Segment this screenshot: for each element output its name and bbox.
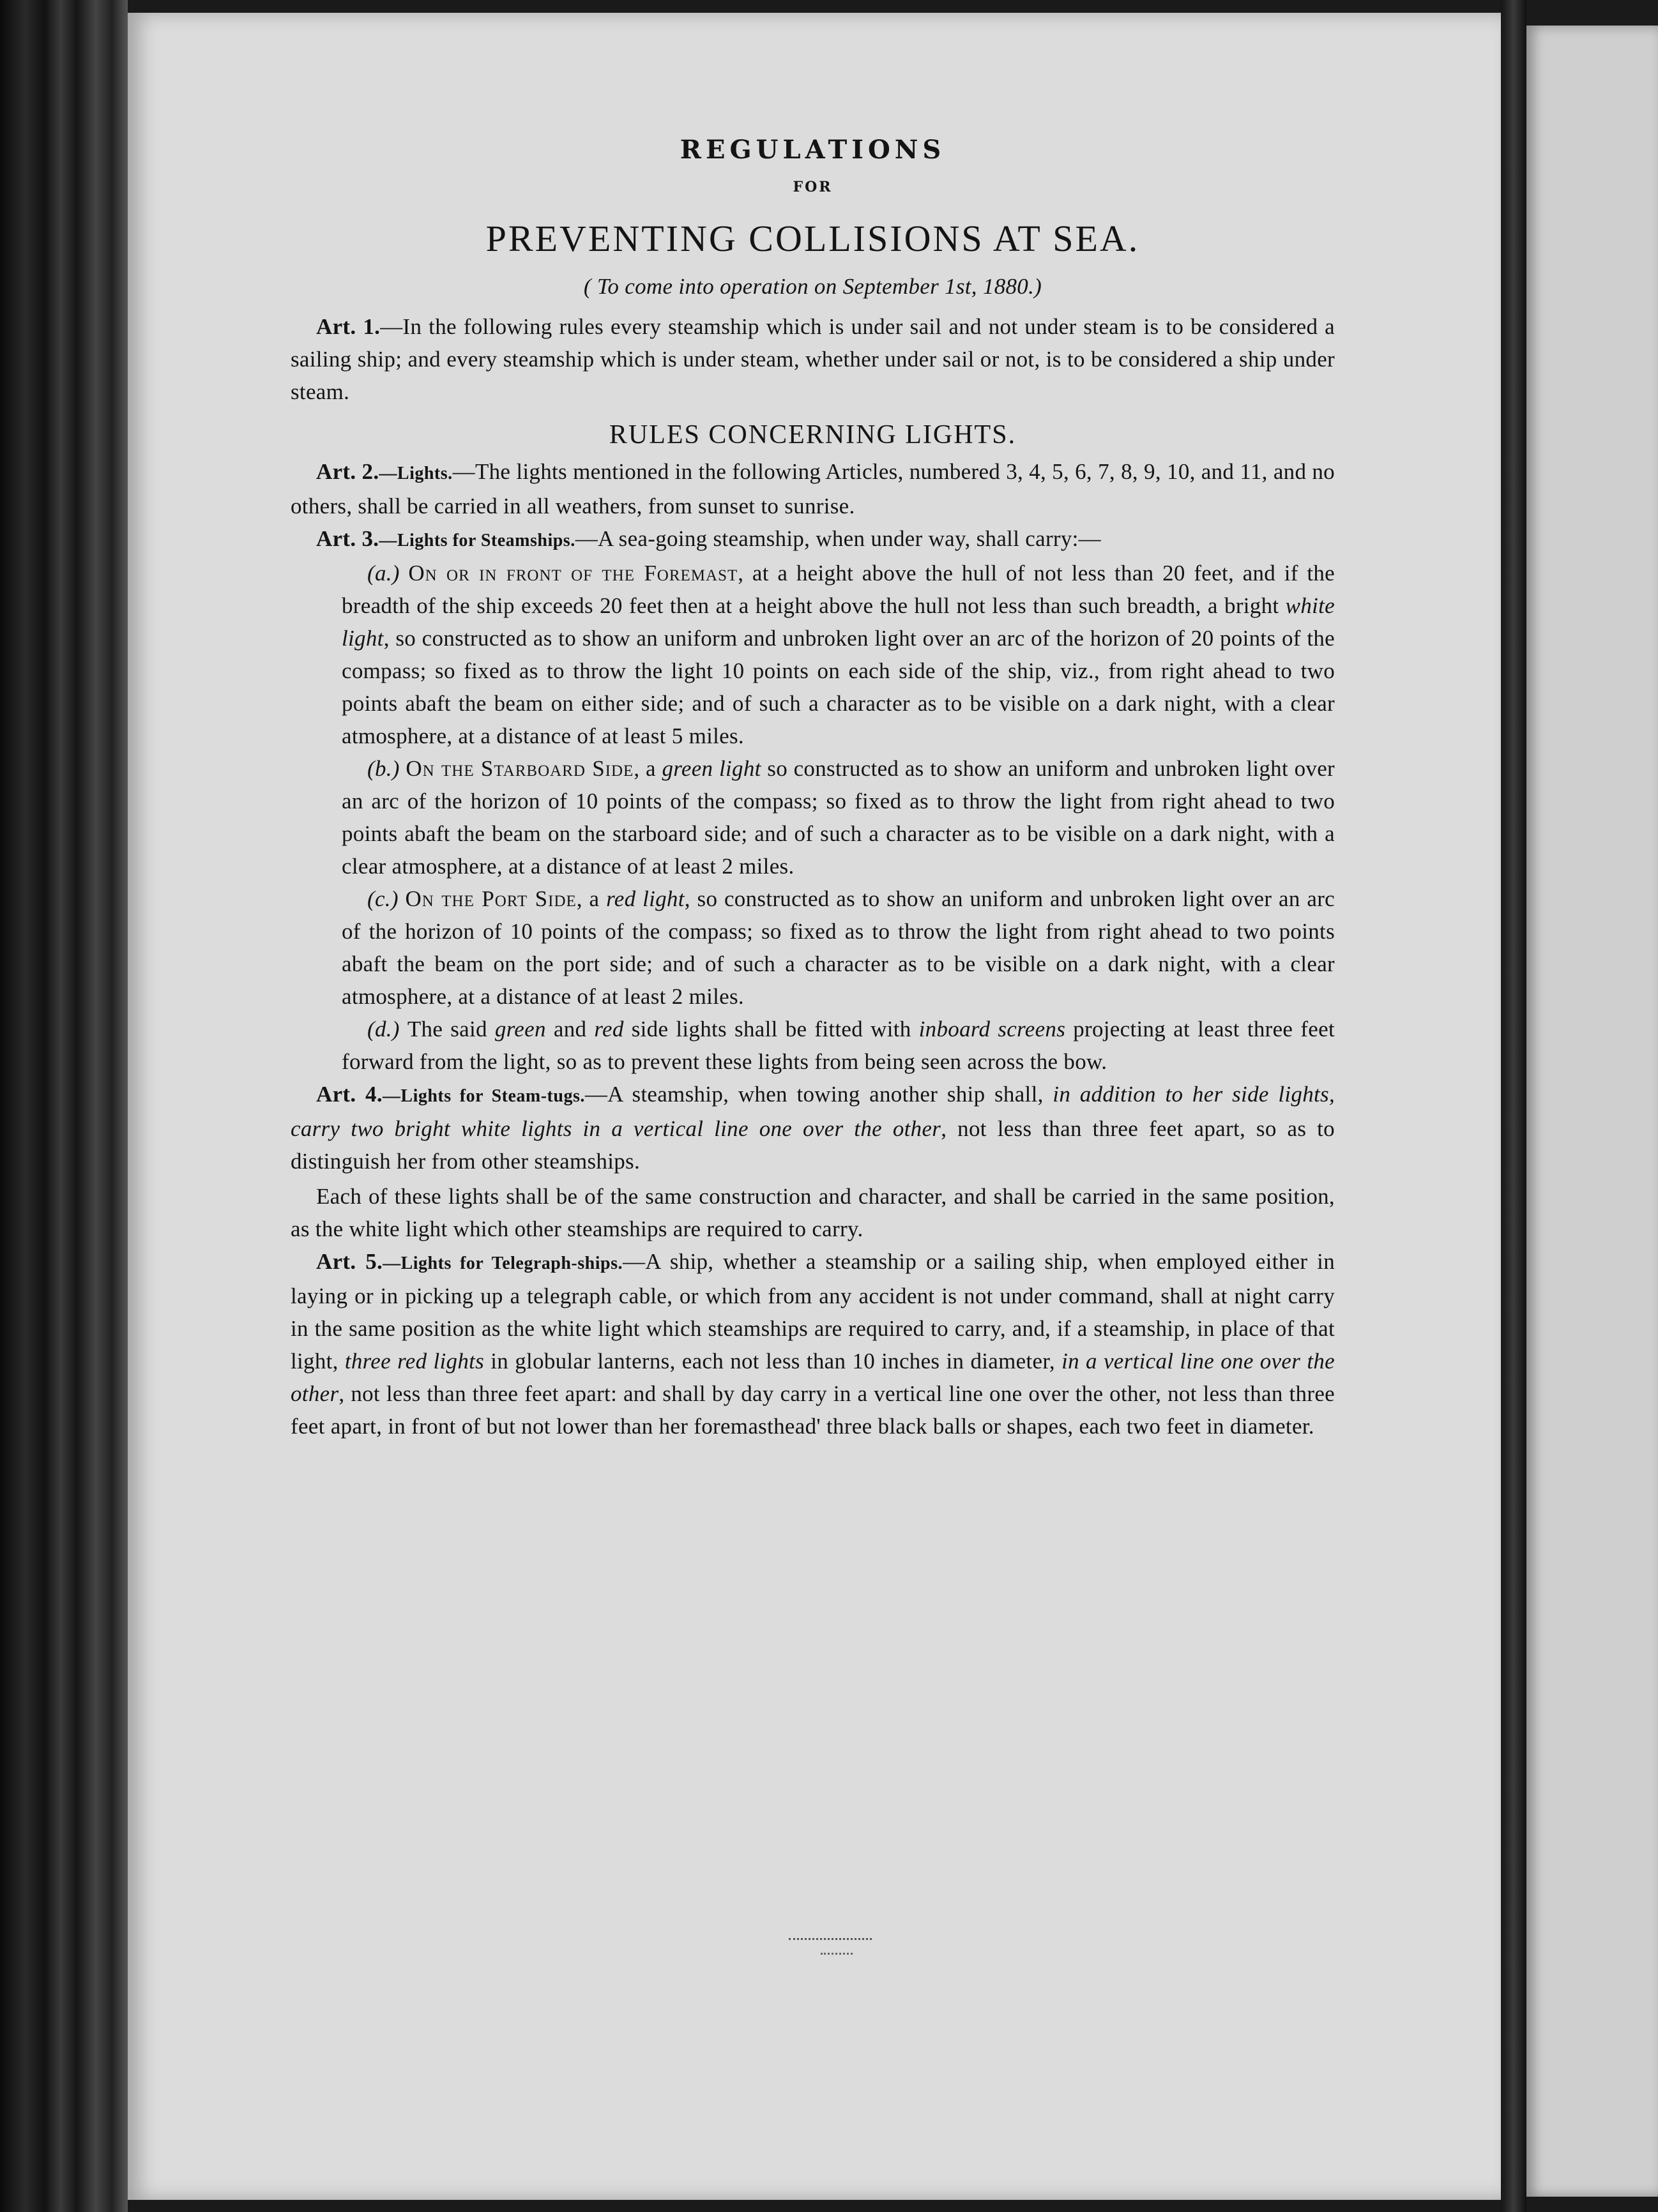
article-text: —In the following rules every steamship which is under sail and not under steam is to be considered a sailing ship; and every steamship which is under steam, whether under sail or not, is to be considered a ship under steam.: [291, 314, 1335, 404]
article-title: —Lights for Telegraph-ships.: [383, 1254, 623, 1273]
adjacent-page-edge: [1526, 26, 1658, 2197]
clause-text: , a: [576, 886, 607, 911]
clause-text: projecting at least three feet forward from the light, so as to prevent these lights from being seen across the bow.: [342, 1017, 1335, 1074]
article-text: , not less than three feet apart: and shall by day carry in a vertical line one over the other, not less than three feet apart, in front of but not lower than her foremasthead' three black balls or shapes, each two feet in diameter.: [291, 1381, 1335, 1439]
clause-text: , at a height above the hull of not less than 20 feet, and if the breadth of the ship exceeds 20 feet then at a height above the hull not less than such breadth, a bright: [342, 561, 1335, 618]
article-text-cont: , not less than three feet apart, so as to distinguish her from other steamships.: [291, 1116, 1335, 1174]
article-text: in globular lanterns, each not less than 10 inches in diameter,: [484, 1349, 1062, 1374]
article-3: [291, 522, 1335, 557]
article-number: Art. 3.: [316, 526, 379, 551]
clause-emphasis: red: [594, 1017, 624, 1042]
article-1: [291, 310, 1335, 408]
printer-ornament: [821, 1953, 853, 1957]
clause-emphasis: red light: [606, 886, 685, 911]
article-text: —A ship, whether a steamship or a sailing ship, when employed either in laying or in picking up a telegraph cable, or which from any accident is not under command, shall at night carry in the same position as the white light which steamships are required to carry, and, if a steamship, in place of that light,: [291, 1249, 1335, 1374]
clause-text: and: [545, 1017, 595, 1042]
article-number: Art. 2.: [316, 459, 379, 484]
article-number: Art. 4.: [316, 1082, 383, 1107]
page-text: [291, 121, 1335, 1443]
article-emphasis: in addition to her side lights, carry two bright white lights in a vertical line one over the other: [291, 1082, 1335, 1141]
clause-label: (c.): [367, 886, 406, 911]
clause-text: , a: [634, 756, 662, 781]
article-5: [291, 1245, 1335, 1443]
article-emphasis: three red lights: [344, 1349, 485, 1374]
section-heading-lights: RULES CONCERNING LIGHTS.: [609, 420, 1017, 450]
article-number: Art. 1.: [316, 314, 381, 339]
article-4-para-2: Each of these lights shall be of the same construction and character, and shall be carried in the same position, as the white light which other steamships are required to carry.: [291, 1184, 1335, 1241]
heading-effective-date: [291, 271, 1335, 303]
clause-position: On the Port Side: [405, 886, 577, 911]
clause-text: The said: [407, 1017, 495, 1042]
heading-regulations: REGULATIONS: [680, 135, 946, 165]
clause-label: (d.): [367, 1017, 407, 1042]
article-title: —Lights for Steamships.: [379, 531, 575, 550]
page-title: PREVENTING COLLISIONS AT SEA.: [485, 218, 1140, 259]
printer-ornament: [789, 1938, 872, 1943]
article-text: —A steamship, when towing another ship shall,: [584, 1082, 1053, 1107]
clause-emphasis: green light: [662, 756, 761, 781]
article-3-c: [342, 883, 1335, 1013]
article-number: Art. 5.: [316, 1249, 383, 1274]
effective-date-italic: ( To come into operation on September 1st,: [583, 274, 977, 299]
article-3-a: [342, 557, 1335, 752]
book-gutter: [1501, 0, 1526, 2212]
clause-label: (b.): [367, 756, 406, 781]
clause-text-cont: so constructed as to show an uniform and unbroken light over an arc of the horizon of 10 points of the compass; so fixed as to throw the light from right ahead to two points abaft the beam on the starboard side; and of such a character as to be visible on a dark night, with a clear atmosphere, at a distance of at least 2 miles.: [342, 756, 1335, 879]
clause-emphasis: inboard screens: [918, 1017, 1066, 1042]
clause-position: On the Starboard Side: [406, 756, 634, 781]
clause-label: (a.): [367, 561, 409, 586]
article-title: —Lights.: [379, 464, 453, 483]
heading-for: FOR: [793, 179, 833, 195]
clause-text-cont: , so constructed as to show an uniform and unbroken light over an arc of the horizon of 10 points of the compass; so fixed as to throw the light from right ahead to two points abaft the beam on the port side; and of such a character as to be visible on a dark night, with a clear atmosphere, at a distance of at least 2 miles.: [342, 886, 1335, 1009]
clause-text-cont: , so constructed as to show an uniform and unbroken light over an arc of the horizon of 20 points of the compass; so fixed as to throw the light 10 points on each side of the ship, viz., from right ahead to two points abaft the beam on either side; and of such a character as to be visible on a dark night, with a clear atmosphere, at a distance of at least 5 miles.: [342, 626, 1335, 748]
clause-emphasis: green: [494, 1017, 546, 1042]
book-binding-edge: [0, 0, 128, 2212]
article-3-b: [342, 752, 1335, 883]
article-3-d: [342, 1013, 1335, 1078]
article-title: —Lights for Steam-tugs.: [382, 1086, 585, 1106]
clause-emphasis: white light: [342, 593, 1335, 651]
article-text: —A sea-going steamship, when under way, shall carry:—: [575, 526, 1101, 551]
article-emphasis: in a vertical line one over the other: [291, 1349, 1335, 1406]
article-4: [291, 1078, 1335, 1178]
article-2: [291, 455, 1335, 522]
clause-text: side lights shall be fitted with: [623, 1017, 919, 1042]
effective-date-year: 1880.): [977, 274, 1042, 299]
clause-position: On or in front of the Foremast: [408, 561, 738, 586]
article-text: —The lights mentioned in the following Articles, numbered 3, 4, 5, 6, 7, 8, 9, 10, and 11, and no others, shall be carried in all weathers, from sunset to sunrise.: [291, 459, 1335, 519]
